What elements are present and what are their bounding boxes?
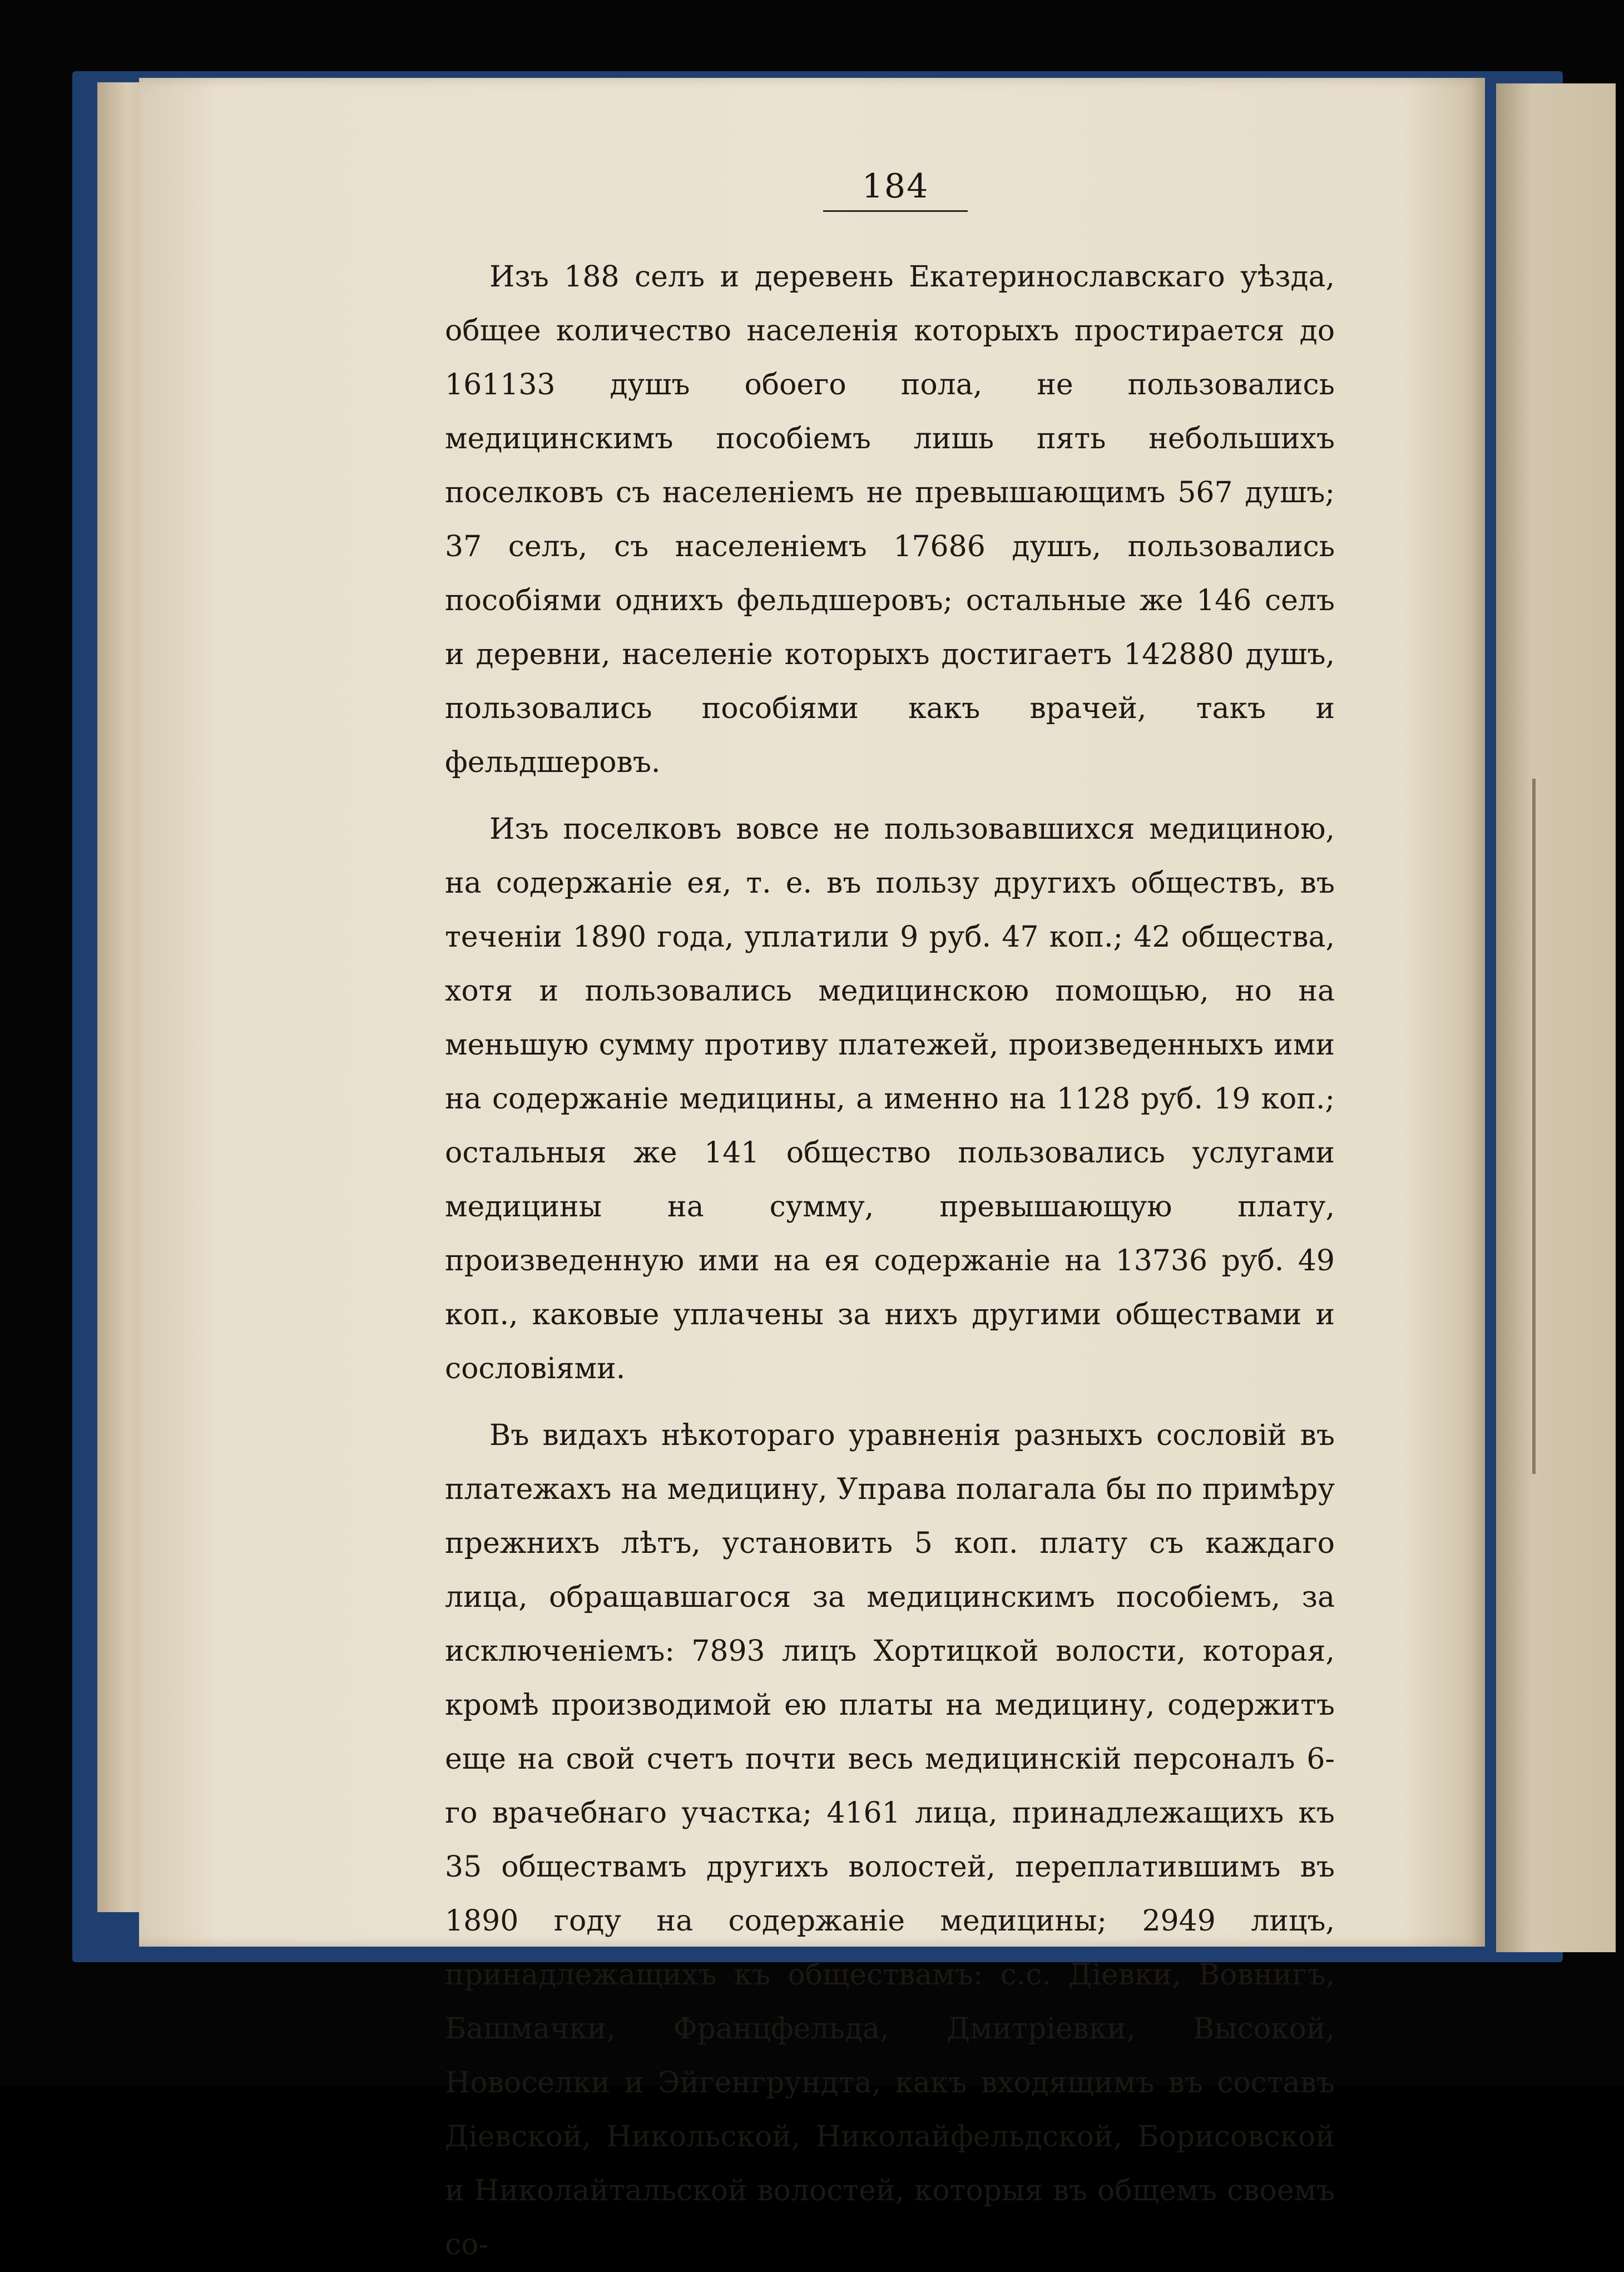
paragraph-2: Изъ поселковъ вовсе не пользовавшихся медициною, на содержаніе ея, т. е. въ пользу другихъ обществъ, въ теченіи 1890 года, уплатили 9 руб. 47 коп.; 42 общества, хотя и пользовались медицинскою помощью, но на меньшую сумму противу платежей, произведенныхъ ими на содержаніе медицины, а именно на 1128 руб. 19 коп.; остальныя же 141 общество пользовались услугами медицины на сумму, превышающую плату, произведенную ими на ея содержаніе на 13736 руб. 49 коп., каковые уплачены за нихъ другими обществами и сословіями.: [445, 813, 1335, 1385]
adjacent-page: [1496, 83, 1616, 1952]
adjacent-page-rule: [1532, 779, 1536, 1474]
paragraph-1: Изъ 188 селъ и деревень Екатеринославскаго уѣзда, общее количество населенія которыхъ простирается до 161133 душъ обоего пола, не пользовались медицинскимъ пособіемъ лишь пять небольшихъ поселковъ съ населеніемъ не превышающимъ 567 душъ; 37 селъ, съ населеніемъ 17686 душъ, пользовались пособіями однихъ фельдшеровъ; остальные же 146 селъ и деревни, населеніе которыхъ достигаетъ 142880 душъ, пользовались пособіями какъ врачей, такъ и фельдшеровъ.: [445, 260, 1335, 779]
page-number-rule: [823, 210, 968, 212]
page-body: [445, 250, 1335, 2272]
page-number: 184: [861, 167, 929, 206]
paragraph-3: Въ видахъ нѣкотораго уравненія разныхъ сословій въ платежахъ на медицину, Управа полагала бы по примѣру прежнихъ лѣтъ, установить 5 коп. плату съ каждаго лица, обращавшагося за медицинскимъ пособіемъ, за исключеніемъ: 7893 лицъ Хортицкой волости, которая, кромѣ производимой ею платы на медицину, содержитъ еще на свой счетъ почти весь медицинскій персоналъ 6-го врачебнаго участка; 4161 лица, принадлежащихъ къ 35 обществамъ другихъ волостей, переплатившимъ въ 1890 году на содержаніе медицины; 2949 лицъ, принадлежащихъ къ обществамъ: с.с. Діевки, Вовнигъ, Башмачки, Францфельда, Дмитріевки, Высокой, Новоселки и Эйгенгрундта, какъ входящимъ въ составъ Діевской, Никольской, Николайфельдской, Борисовской и Николайтальской волостей, которыя въ общемъ своемъ со-: [445, 1419, 1335, 2261]
